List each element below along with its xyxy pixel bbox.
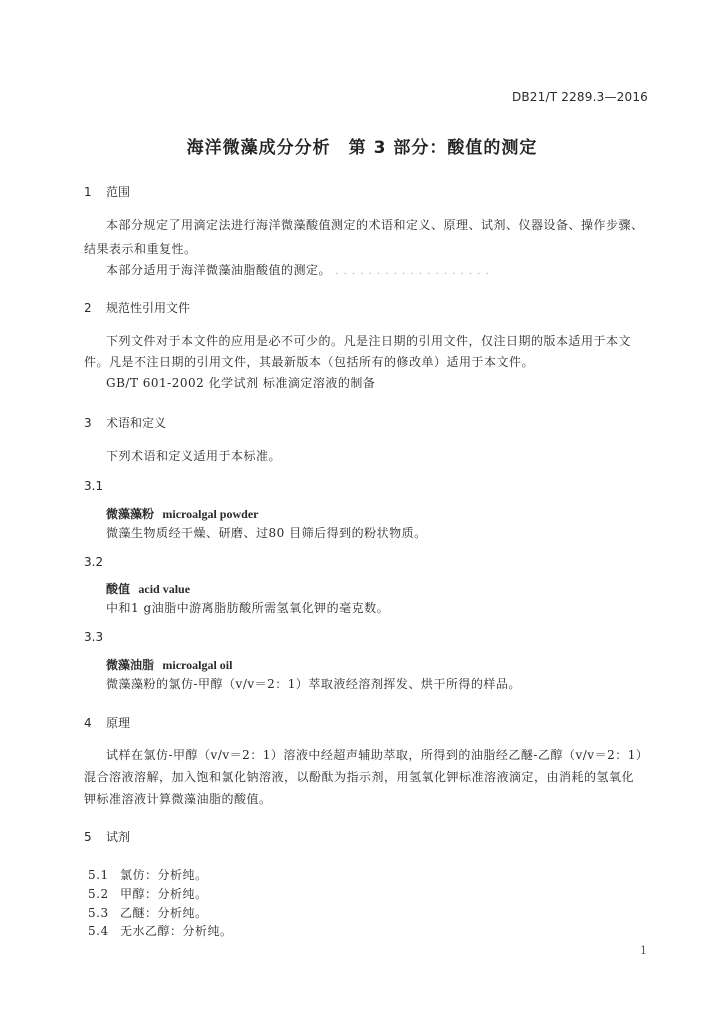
reagent-5-4: [88, 922, 233, 939]
reagent-5-3: [88, 904, 208, 921]
section-5-number: 5: [84, 830, 92, 844]
section-4-number: 4: [84, 716, 92, 730]
standard-code: DB21/T 2289.3—2016: [511, 90, 648, 104]
scan-artifact-dots: . . . . . . . . . . . . . . . . . . .: [331, 266, 490, 277]
term-3-2-zh: 酸值: [106, 582, 131, 596]
reagent-5-4-text: 无水乙醇：分析纯。: [120, 924, 233, 938]
section-3-title: 术语和定义: [106, 416, 167, 430]
document-title: 海洋微藻成分分析 第 3 部分：酸值的测定: [186, 138, 538, 158]
section-2-title: 规范性引用文件: [106, 301, 191, 315]
normative-reference: GB/T 601-2002 化学试剂 标准滴定溶液的制备: [106, 376, 376, 390]
section-1-title: 范围: [106, 185, 131, 199]
term-3-2-en: acid value: [138, 582, 191, 596]
term-3-1-en: microalgal powder: [162, 507, 259, 521]
reagent-5-1-number: 5.1: [88, 868, 109, 882]
section-1-paragraph-2: [106, 261, 490, 278]
term-3-3-definition: 微藻藻粉的氯仿-甲醇（v/v＝2：1）萃取液经溶剂挥发、烘干所得的样品。: [106, 677, 521, 691]
section-4-line-2: 混合溶液溶解，加入饱和氯化钠溶液，以酚酞为指示剂，用氢氧化钾标准溶液滴定，由消耗的氢氧化: [84, 770, 635, 784]
section-5-heading: [84, 828, 130, 845]
section-4-heading: [84, 714, 130, 731]
page-number: 1: [640, 944, 647, 957]
reagent-5-3-number: 5.3: [88, 906, 109, 920]
section-2-number: 2: [84, 301, 92, 315]
term-3-3-en: microalgal oil: [162, 658, 233, 672]
term-3-1-zh: 微藻藻粉: [106, 507, 155, 521]
reagent-5-4-number: 5.4: [88, 924, 109, 938]
section-2-heading: [84, 299, 190, 316]
term-3-1-number: 3.1: [84, 479, 104, 493]
reagent-5-2-number: 5.2: [88, 887, 109, 901]
term-3-3-zh: 微藻油脂: [106, 658, 155, 672]
reagent-5-1: [88, 866, 208, 883]
term-3-2-definition: 中和1 g油脂中游离脂肪酸所需氢氧化钾的毫克数。: [106, 601, 390, 615]
reagent-5-2-text: 甲醇：分析纯。: [120, 887, 208, 901]
section-2-paragraph-line-1: 下列文件对于本文件的应用是必不可少的。凡是注日期的引用文件，仅注日期的版本适用于本文: [106, 334, 632, 348]
section-3-heading: [84, 414, 166, 431]
section-4-title: 原理: [106, 716, 131, 730]
term-3-1-definition: 微藻生物质经干燥、研磨、过80 目筛后得到的粉状物质。: [106, 526, 427, 540]
reagent-5-1-text: 氯仿：分析纯。: [120, 868, 208, 882]
section-1-heading: [84, 183, 130, 200]
term-3-3-number: 3.3: [84, 630, 104, 644]
section-1-number: 1: [84, 185, 92, 199]
reagent-5-3-text: 乙醚：分析纯。: [120, 906, 208, 920]
section-1-paragraph-1-line-2: 结果表示和重复性。: [84, 242, 197, 256]
section-4-line-3: 钾标准溶液计算微藻油脂的酸值。: [84, 792, 272, 806]
section-2-paragraph-line-2: 件。凡是不注日期的引用文件，其最新版本（包括所有的修改单）适用于本文件。: [84, 355, 535, 369]
section-1-paragraph-1-line-1: 本部分规定了用滴定法进行海洋微藻酸值测定的术语和定义、原理、试剂、仪器设备、操作步骤、: [106, 218, 644, 232]
section-1-scope-text: 本部分适用于海洋微藻油脂酸值的测定。: [106, 263, 332, 277]
section-3-number: 3: [84, 416, 92, 430]
section-3-intro: 下列术语和定义适用于本标准。: [106, 449, 282, 463]
section-5-title: 试剂: [106, 830, 131, 844]
term-3-2-heading: [106, 580, 190, 597]
section-4-line-1: 试样在氯仿-甲醇（v/v＝2：1）溶液中经超声辅助萃取，所得到的油脂经乙醚-乙醇（v/v＝2：1）: [106, 748, 649, 762]
term-3-1-heading: [106, 505, 258, 522]
reagent-5-2: [88, 885, 208, 902]
term-3-3-heading: [106, 656, 232, 673]
term-3-2-number: 3.2: [84, 555, 104, 569]
